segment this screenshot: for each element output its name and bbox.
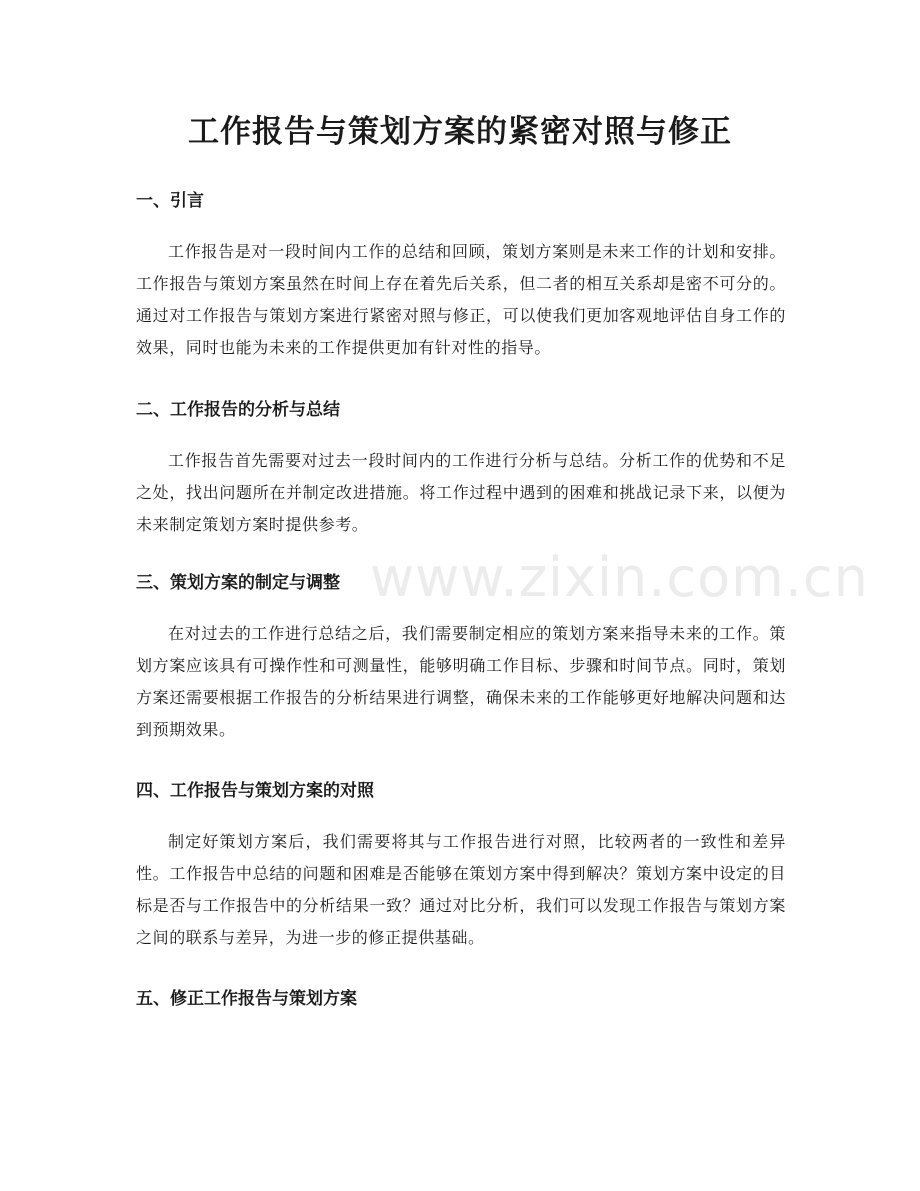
section-report-analysis <box>136 395 786 541</box>
watermark: www.zixin.com.cn <box>370 546 869 609</box>
section-paragraph: 在对过去的工作进行总结之后，我们需要制定相应的策划方案来指导未来的工作。策划方案应该具有可操作性和可测量性，能够明确工作目标、步骤和时间节点。同时，策划方案还需要根据工作报告的分析结果进行调整，确保未来的工作能够更好地解决问题和达到预期效果。 <box>136 624 786 739</box>
section-paragraph: 制定好策划方案后，我们需要将其与工作报告进行对照，比较两者的一致性和差异性。工作报告中总结的问题和困难是否能够在策划方案中得到解决？策划方案中设定的目标是否与工作报告中的分析结果一致？通过对比分析，我们可以发现工作报告与策划方案之间的联系与差异，为进一步的修正提供基础。 <box>136 832 786 947</box>
section-heading: 四、工作报告与策划方案的对照 <box>136 781 374 801</box>
section-heading: 三、策划方案的制定与调整 <box>136 573 340 593</box>
section-revision <box>136 984 786 1014</box>
document-title: 工作报告与策划方案的紧密对照与修正 <box>188 114 732 150</box>
section-heading: 五、修正工作报告与策划方案 <box>136 989 357 1009</box>
section-plan-formulation <box>136 568 786 746</box>
section-paragraph: 工作报告首先需要对过去一段时间内的工作进行分析与总结。分析工作的优势和不足之处，找出问题所在并制定改进措施。将工作过程中遇到的困难和挑战记录下来，以便为未来制定策划方案时提供参考。 <box>136 451 786 534</box>
section-heading: 二、工作报告的分析与总结 <box>136 400 340 420</box>
section-heading: 一、引言 <box>136 191 204 211</box>
section-comparison <box>136 776 786 954</box>
section-paragraph: 工作报告是对一段时间内工作的总结和回顾，策划方案则是未来工作的计划和安排。工作报告与策划方案虽然在时间上存在着先后关系，但二者的相互关系却是密不可分的。通过对工作报告与策划方案进行紧密对照与修正，可以使我们更加客观地评估自身工作的效果，同时也能为未来的工作提供更加有针对性的指导。 <box>136 242 786 357</box>
section-introduction <box>136 186 786 364</box>
